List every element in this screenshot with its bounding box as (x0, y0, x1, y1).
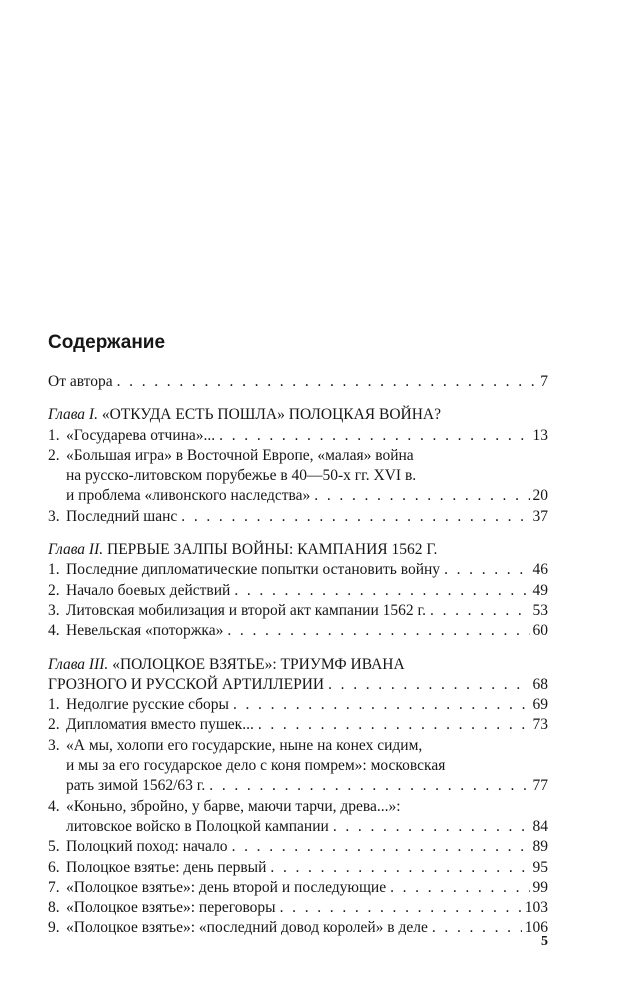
toc-page-number: 84 (532, 817, 548, 835)
dot-leader (232, 837, 530, 857)
toc-entry-number: 2. (48, 716, 60, 734)
toc-page-number: 73 (532, 716, 548, 734)
toc-page-number: 99 (532, 878, 548, 896)
toc-line (66, 715, 548, 735)
toc-entry-number: 1. (48, 561, 60, 579)
toc-entry-text: Недолгие русские сборы (66, 696, 229, 714)
toc-page-number: 69 (532, 696, 548, 714)
table-of-contents (48, 372, 548, 939)
page-number: 5 (541, 934, 548, 949)
chapter-heading[interactable] (48, 655, 548, 696)
toc-line (66, 776, 548, 796)
dot-leader (258, 715, 530, 735)
toc-page-number: 106 (524, 919, 548, 937)
chapter-heading-text: «ПОЛОЦКОЕ ВЗЯТЬЕ»: ТРИУМФ ИВАНА (112, 655, 405, 673)
toc-entry-text: Последний шанс (66, 507, 178, 525)
toc-entry[interactable] (48, 426, 548, 446)
toc-line (66, 621, 548, 641)
toc-chapter (48, 655, 548, 939)
toc-line (66, 817, 548, 837)
dot-leader (390, 878, 529, 898)
toc-entry[interactable] (48, 621, 548, 641)
dot-leader (444, 560, 529, 580)
chapter-label: Глава I. (48, 406, 98, 424)
chapter-heading-line (48, 675, 548, 695)
toc-page-number: 89 (532, 838, 548, 856)
toc-entry-text: Дипломатия вместо пушек... (66, 716, 254, 734)
toc-page-number: 46 (532, 561, 548, 579)
toc-entry[interactable] (48, 446, 548, 507)
toc-entry-text: «Полоцкое взятье»: день второй и последующие (66, 878, 387, 896)
toc-entry-text: «Государева отчина»... (66, 426, 216, 444)
toc-line (66, 486, 548, 506)
toc-entry-author[interactable] (48, 372, 548, 392)
chapter-label: Глава II. (48, 541, 104, 559)
toc-entry-body (66, 797, 548, 838)
toc-entry-number: 3. (48, 601, 60, 619)
toc-entry-body (66, 560, 548, 580)
dot-leader (227, 621, 529, 641)
toc-line: «Большая игра» в Восточной Европе, «малая» война (66, 446, 414, 464)
toc-entry-text: Литовская мобилизация и второй акт кампании 1562 г. (66, 601, 427, 619)
toc-entry[interactable] (48, 797, 548, 838)
toc-line (66, 878, 548, 898)
toc-entry[interactable] (48, 507, 548, 527)
toc-page-number: 103 (524, 899, 548, 917)
toc-entry-number: 5. (48, 838, 60, 856)
toc-page-number: 53 (532, 601, 548, 619)
toc-line: на русско-литовском порубежье в 40—50-х гг. XVI в. (66, 467, 417, 485)
toc-entry-text: Начало боевых действий (66, 581, 231, 599)
chapter-heading[interactable] (48, 540, 548, 560)
dot-leader (328, 675, 529, 695)
page-title: Содержание (48, 332, 166, 353)
chapter-label: Глава III. (48, 655, 109, 673)
toc-line: и мы за его государское дело с коня помрем»: московская (66, 757, 446, 775)
toc-entry-number: 2. (48, 581, 60, 599)
toc-line (66, 507, 548, 527)
chapter-heading[interactable] (48, 405, 548, 425)
toc-chapter (48, 540, 548, 641)
toc-entry-text: От автора (48, 373, 113, 390)
toc-entry-text: Последние дипломатические попытки остановить войну (66, 561, 441, 579)
toc-entry-body (66, 918, 548, 938)
toc-entry[interactable] (48, 918, 548, 938)
dot-leader (209, 776, 529, 796)
toc-entry-text: «Полоцкое взятье»: «последний довод королей» в деле (66, 919, 428, 937)
toc-entry-text: Полоцкий поход: начало (66, 838, 228, 856)
toc-entry-text: Невельская «поторжка» (66, 622, 224, 640)
toc-entry-body (66, 601, 548, 621)
chapter-heading-line (48, 655, 548, 675)
toc-line (66, 601, 548, 621)
toc-entry-number: 1. (48, 426, 60, 444)
toc-entry-text: рать зимой 1562/63 г. (66, 777, 206, 795)
toc-line (66, 837, 548, 857)
toc-entry-body (66, 621, 548, 641)
toc-entry[interactable] (48, 898, 548, 918)
dot-leader (234, 581, 529, 601)
dot-leader (430, 601, 529, 621)
chapter-heading-line (48, 405, 548, 425)
toc-entry-body (66, 695, 548, 715)
dot-leader (181, 507, 529, 527)
toc-entry-number: 7. (48, 878, 60, 896)
toc-entry[interactable] (48, 736, 548, 797)
toc-entry-body (66, 715, 548, 735)
toc-entry-body (66, 837, 548, 857)
toc-chapter (48, 405, 548, 527)
toc-entry-number: 4. (48, 797, 60, 815)
toc-entry-text: и проблема «ливонского наследства» (66, 487, 311, 505)
toc-entry[interactable] (48, 858, 548, 878)
toc-entry-text: Полоцкое взятье: день первый (66, 858, 267, 876)
toc-line (66, 426, 548, 446)
toc-page-number: 20 (532, 487, 548, 505)
chapter-heading-line (48, 540, 548, 560)
toc-page-number: 68 (532, 675, 548, 693)
toc-entry-number: 6. (48, 858, 60, 876)
toc-line (66, 581, 548, 601)
toc-line (66, 560, 548, 580)
toc-entry-number: 9. (48, 919, 60, 937)
toc-entry-number: 3. (48, 507, 60, 525)
toc-entry-body (66, 426, 548, 446)
toc-page-number: 13 (532, 426, 548, 444)
dot-leader (314, 486, 529, 506)
toc-page-number: 7 (540, 373, 548, 390)
toc-line (66, 858, 548, 878)
toc-entry-body (66, 878, 548, 898)
dot-leader (233, 695, 530, 715)
toc-page-number: 77 (532, 777, 548, 795)
toc-entry-body (66, 507, 548, 527)
toc-entry-number: 3. (48, 736, 60, 754)
toc-line: «А мы, холопи его государские, ныне на конех сидим, (66, 736, 423, 754)
toc-page-number: 60 (532, 622, 548, 640)
toc-line: «Коньно, збройно, у барве, маючи тарчи, древа...»: (66, 797, 401, 815)
toc-page-number: 95 (532, 858, 548, 876)
toc-entry-number: 2. (48, 446, 60, 464)
dot-leader (432, 918, 522, 938)
toc-entry-body (66, 581, 548, 601)
toc-entry-text: «Полоцкое взятье»: переговоры (66, 899, 276, 917)
toc-entry[interactable] (48, 837, 548, 857)
toc-entry[interactable] (48, 878, 548, 898)
toc-entry-body (66, 736, 548, 797)
toc-entry-body (66, 898, 548, 918)
dot-leader (280, 898, 522, 918)
toc-entry[interactable] (48, 560, 548, 580)
toc-entry-number: 4. (48, 622, 60, 640)
toc-entry[interactable] (48, 601, 548, 621)
toc-entry-body (66, 446, 548, 507)
toc-line (66, 898, 548, 918)
toc-line (66, 695, 548, 715)
dot-leader (270, 858, 529, 878)
toc-entry[interactable] (48, 715, 548, 735)
toc-entry[interactable] (48, 581, 548, 601)
toc-entry[interactable] (48, 695, 548, 715)
toc-entry-body (66, 858, 548, 878)
chapter-heading-text: ГРОЗНОГО И РУССКОЙ АРТИЛЛЕРИИ (48, 675, 325, 693)
toc-page-number: 49 (532, 581, 548, 599)
toc-entry-number: 8. (48, 899, 60, 917)
toc-line (66, 918, 548, 938)
dot-leader (117, 372, 538, 392)
toc-entry-text: литовское войско в Полоцкой кампании (66, 817, 329, 835)
chapters-list (48, 405, 548, 938)
dot-leader (219, 426, 529, 446)
dot-leader (333, 817, 530, 837)
toc-page-number: 37 (532, 507, 548, 525)
toc-entry-number: 1. (48, 696, 60, 714)
chapter-heading-text: ПЕРВЫЕ ЗАЛПЫ ВОЙНЫ: КАМПАНИЯ 1562 Г. (107, 541, 438, 559)
chapter-heading-text: «ОТКУДА ЕСТЬ ПОШЛА» ПОЛОЦКАЯ ВОЙНА? (101, 406, 442, 424)
